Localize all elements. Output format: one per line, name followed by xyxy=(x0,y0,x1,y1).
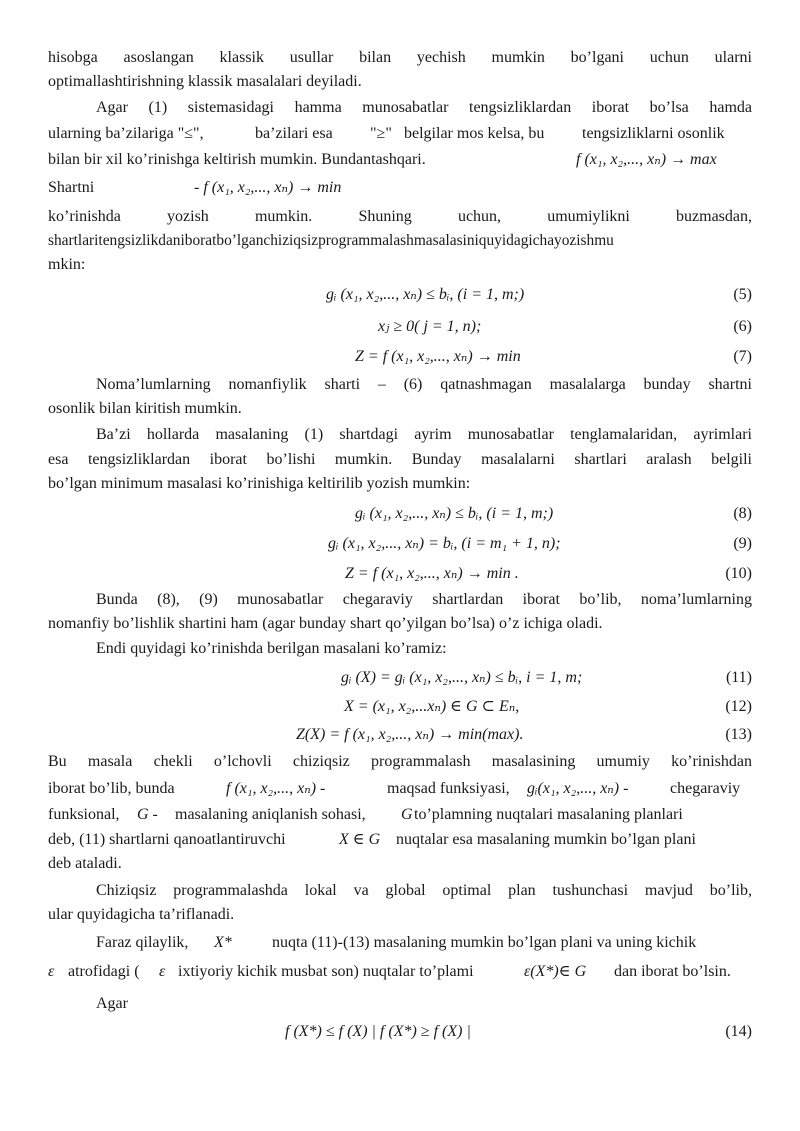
text-fragment: ixtiyoriy kichik musbat son) nuqtalar to’plami xyxy=(178,963,474,980)
text-fragment: deb, (11) shartlarni qanoatlantiruvchi xyxy=(48,831,286,848)
text-fragment: "≥" xyxy=(370,125,392,142)
inline-formula: f (x₁, x₂,..., xₙ) → max xyxy=(576,151,717,168)
equation-7: Z = f (x₁, x₂,..., xₙ) → min xyxy=(355,348,521,365)
equation-10: Z = f (x₁, x₂,..., xₙ) → min . xyxy=(345,565,519,582)
text-fragment: atrofidagi ( xyxy=(68,963,140,980)
text-fragment: masalaning aniqlanish sohasi, xyxy=(175,806,366,823)
equation-11: gᵢ (X) = gᵢ (x₁, x₂,..., xₙ) ≤ bᵢ, i = 1, m; xyxy=(341,669,583,686)
equation-number: (10) xyxy=(725,565,752,582)
paragraph-line: Agar xyxy=(96,995,128,1012)
text-fragment: Faraz qilaylik, xyxy=(96,934,189,951)
text-fragment: dan iborat bo’lsin. xyxy=(614,963,731,980)
equation-8: gᵢ (x₁, x₂,..., xₙ) ≤ bᵢ, (i = 1, m;) xyxy=(355,505,554,522)
paragraph-line: ko’rinishda yozish mumkin. Shuning uchun, umumiylikni buzmasdan, xyxy=(48,208,752,225)
paragraph-line: bilan bir xil ko’rinishga keltirish mumkin. Bundantashqari. xyxy=(48,151,426,168)
text-fragment: belgilar mos kelsa, bu xyxy=(404,125,545,142)
text-fragment: tengsizliklarni osonlik xyxy=(582,125,725,142)
paragraph-line: osonlik bilan kiritish mumkin. xyxy=(48,400,242,417)
text-fragment: ba’zilari esa xyxy=(255,125,333,142)
paragraph-line: bo’lgan minimum masalasi ko’rinishiga keltirilib yozish mumkin: xyxy=(48,475,471,492)
paragraph-line: Bunda (8), (9) munosabatlar chegaraviy shartlardan iborat bo’lib, noma’lumlarning xyxy=(96,591,752,608)
equation-number: (8) xyxy=(733,505,752,522)
text-fragment: funksional, xyxy=(48,806,120,823)
text-fragment: nuqtalar esa masalaning mumkin bo’lgan plani xyxy=(396,831,696,848)
epsilon-symbol: ε xyxy=(48,963,55,980)
inline-formula: G xyxy=(401,806,413,823)
equation-number: (9) xyxy=(733,535,752,552)
paragraph-line: Chiziqsiz programmalashda lokal va global optimal plan tushunchasi mavjud bo’lib, xyxy=(96,882,752,899)
equation-5: gᵢ (x₁, x₂,..., xₙ) ≤ bᵢ, (i = 1, m;) xyxy=(326,286,525,303)
equation-number: (6) xyxy=(733,318,752,335)
paragraph-line: Shartni xyxy=(48,179,95,196)
text-fragment: iborat bo’lib, bunda xyxy=(48,780,175,797)
paragraph-line: hisobga asoslangan klassik usullar bilan yechish mumkin bo’lgani uchun ularni xyxy=(48,49,752,66)
paragraph-line: ular quyidagicha ta’riflanadi. xyxy=(48,906,235,923)
text-fragment: ularning ba’zilariga "≤", xyxy=(48,125,204,142)
paragraph-line: Agar (1) sistemasidagi hamma munosabatlar tengsizliklardan iborat bo’lsa hamda xyxy=(96,99,752,116)
paragraph-line: deb ataladi. xyxy=(48,855,122,872)
epsilon-symbol: ε xyxy=(159,963,166,980)
equation-number: (7) xyxy=(733,348,752,365)
paragraph-line: Ba’zi hollarda masalaning (1) shartdagi ayrim munosabatlar tenglamalaridan, ayrimlari xyxy=(96,426,752,443)
equation-13: Z(X) = f (x₁, x₂,..., xₙ) → min(max). xyxy=(296,726,524,743)
paragraph-line: esa tengsizliklardan iborat bo’lishi mumkin. Bunday masalalarni shartlari aralash belgili xyxy=(48,451,752,468)
equation-6: xⱼ ≥ 0( j = 1, n); xyxy=(378,318,482,335)
equation-number: (11) xyxy=(725,669,752,686)
paragraph-line: nomanfiy bo’lishlik shartini ham (agar bunday shart qo’yilgan bo’lsa) o’z ichiga oladi. xyxy=(48,615,603,632)
inline-formula: gᵢ(x₁, x₂,..., xₙ) - xyxy=(527,780,629,797)
paragraph-line: optimallashtirishning klassik masalalari deyiladi. xyxy=(48,73,362,90)
paragraph-line: shartlaritengsizlikdaniboratbo’lganchiziqsizprogrammalashmasalasiniquyidagichayozishmu xyxy=(48,232,614,249)
equation-number: (12) xyxy=(725,698,752,715)
equation-14: f (X*) ≤ f (X) | f (X*) ≥ f (X) | xyxy=(285,1023,471,1040)
text-fragment: maqsad funksiyasi, xyxy=(387,780,510,797)
text-fragment: chegaraviy xyxy=(670,780,741,797)
text-fragment: to’plamning nuqtalari masalaning planlari xyxy=(414,806,683,823)
equation-number: (5) xyxy=(733,286,752,303)
equation-9: gᵢ (x₁, x₂,..., xₙ) = bᵢ, (i = m₁ + 1, n); xyxy=(328,535,561,552)
equation-number: (13) xyxy=(725,726,752,743)
inline-formula: G - xyxy=(137,806,158,823)
inline-formula: X ∈ G xyxy=(339,831,381,848)
inline-formula: ε(X*)∈ G xyxy=(524,963,587,980)
paragraph-line: Noma’lumlarning nomanfiylik sharti – (6) qatnashmagan masalalarga bunday shartni xyxy=(96,376,752,393)
paragraph-line: Bu masala chekli o’lchovli chiziqsiz programmalash masalasining umumiy ko’rinishdan xyxy=(48,753,752,770)
inline-formula: - f (x₁, x₂,..., xₙ) → min xyxy=(194,179,342,196)
paragraph-line: mkin: xyxy=(48,256,86,273)
paragraph-line: Endi quyidagi ko’rinishda berilgan masalani ko’ramiz: xyxy=(96,640,447,657)
equation-12: X = (x₁, x₂,...xₙ) ∈ G ⊂ Eₙ, xyxy=(344,698,520,715)
equation-number: (14) xyxy=(725,1023,752,1040)
text-fragment: nuqta (11)-(13) masalaning mumkin bo’lgan plani va uning kichik xyxy=(272,934,697,951)
inline-formula: f (x₁, x₂,..., xₙ) - xyxy=(226,780,326,797)
inline-formula: X* xyxy=(214,934,232,951)
